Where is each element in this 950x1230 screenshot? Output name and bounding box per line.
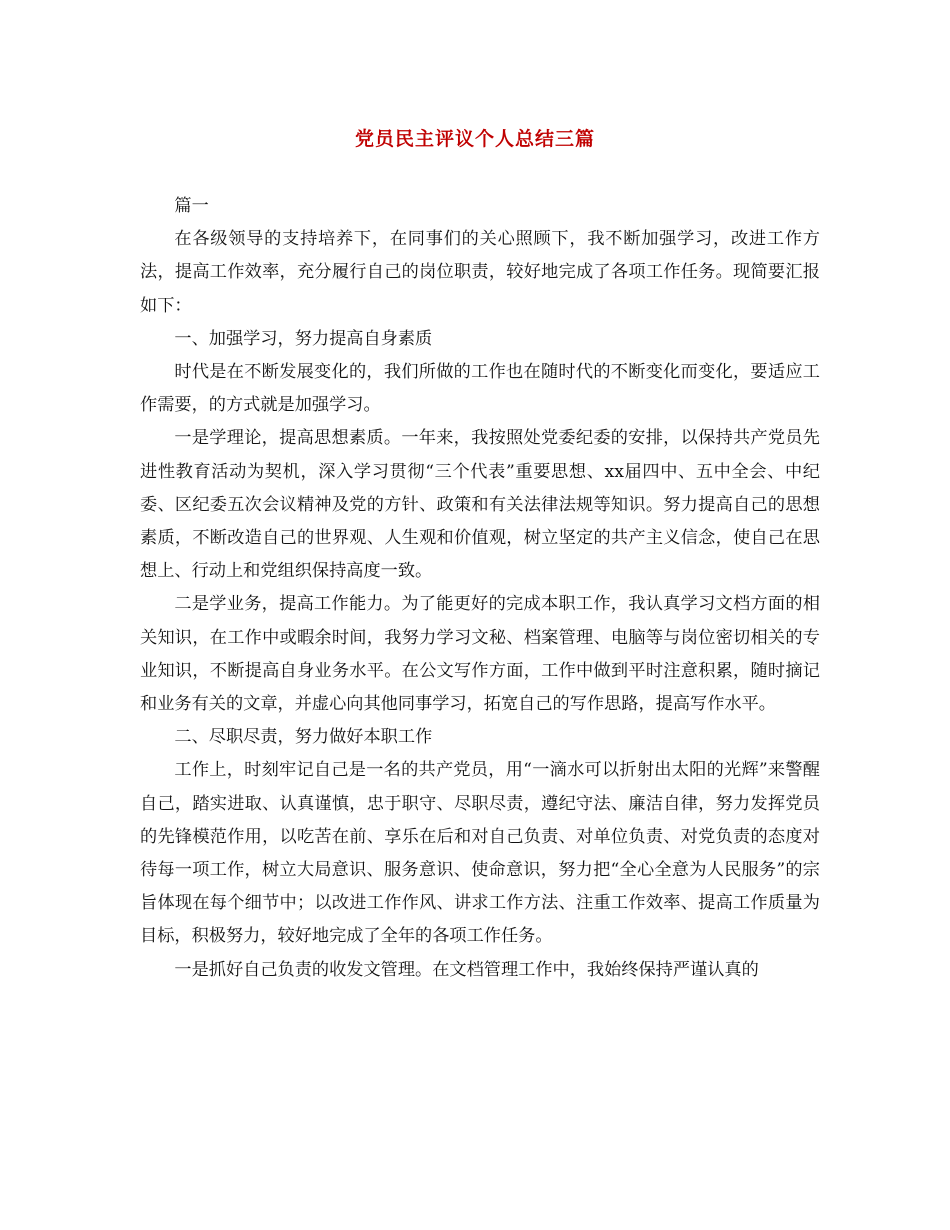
paragraph: 时代是在不断发展变化的，我们所做的工作也在随时代的不断变化而变化，要适应工作需要，的方式就是加强学习。 bbox=[140, 362, 820, 416]
section-label: 篇一 bbox=[174, 196, 209, 216]
paragraph: 二是学业务，提高工作能力。为了能更好的完成本职工作，我认真学习文档方面的相关知识，在工作中或暇余时间，我努力学习文秘、档案管理、电脑等与岗位密切相关的专业知识，不断提高自身业务水平。在公文写作方面，工作中做到平时注意积累，随时摘记和业务有关的文章，并虚心向其他同事学习，拓宽自己的写作思路，提高写作水平。 bbox=[140, 594, 820, 715]
intro-paragraph: 在各级领导的支持培养下，在同事们的关心照顾下，我不断加强学习，改进工作方法，提高工作效率，充分履行自己的岗位职责，较好地完成了各项工作任务。现简要汇报如下： bbox=[140, 229, 820, 316]
paragraph: 一是抓好自己负责的收发文管理。在文档管理工作中，我始终保持严谨认真的 bbox=[174, 959, 759, 980]
document-body bbox=[140, 190, 820, 987]
paragraph: 一是学理论，提高思想素质。一年来，我按照处党委纪委的安排，以保持共产党员先进性教育活动为契机，深入学习贯彻“三个代表”重要思想、xx届四中、五中全会、中纪委、区纪委五次会议精神及党的方针、政策和有关法律法规等知识。努力提高自己的思想素质，不断改造自己的世界观、人生观和价值观，树立坚定的共产主义信念，使自己在思想上、行动上和党组织保持高度一致。 bbox=[140, 428, 820, 582]
document-title: 党员民主评议个人总结三篇 bbox=[354, 128, 595, 150]
section-heading-2: 二、尽职尽责，努力做好本职工作 bbox=[174, 727, 433, 748]
paragraph: 工作上，时刻牢记自己是一名的共产党员，用“一滴水可以折射出太阳的光辉”来警醒自己，踏实进取、认真谨慎，忠于职守、尽职尽责，遵纪守法、廉洁自律，努力发挥党员的先锋模范作用，以吃苦在前、享乐在后和对自己负责、对单位负责、对党负责的态度对待每一项工作，树立大局意识、服务意识、使命意识，努力把“全心全意为人民服务”的宗旨体现在每个细节中；以改进工作作风、讲求工作方法、注重工作效率、提高工作质量为目标，积极努力，较好地完成了全年的各项工作任务。 bbox=[140, 760, 820, 947]
section-heading-1: 一、加强学习，努力提高自身素质 bbox=[174, 328, 433, 349]
